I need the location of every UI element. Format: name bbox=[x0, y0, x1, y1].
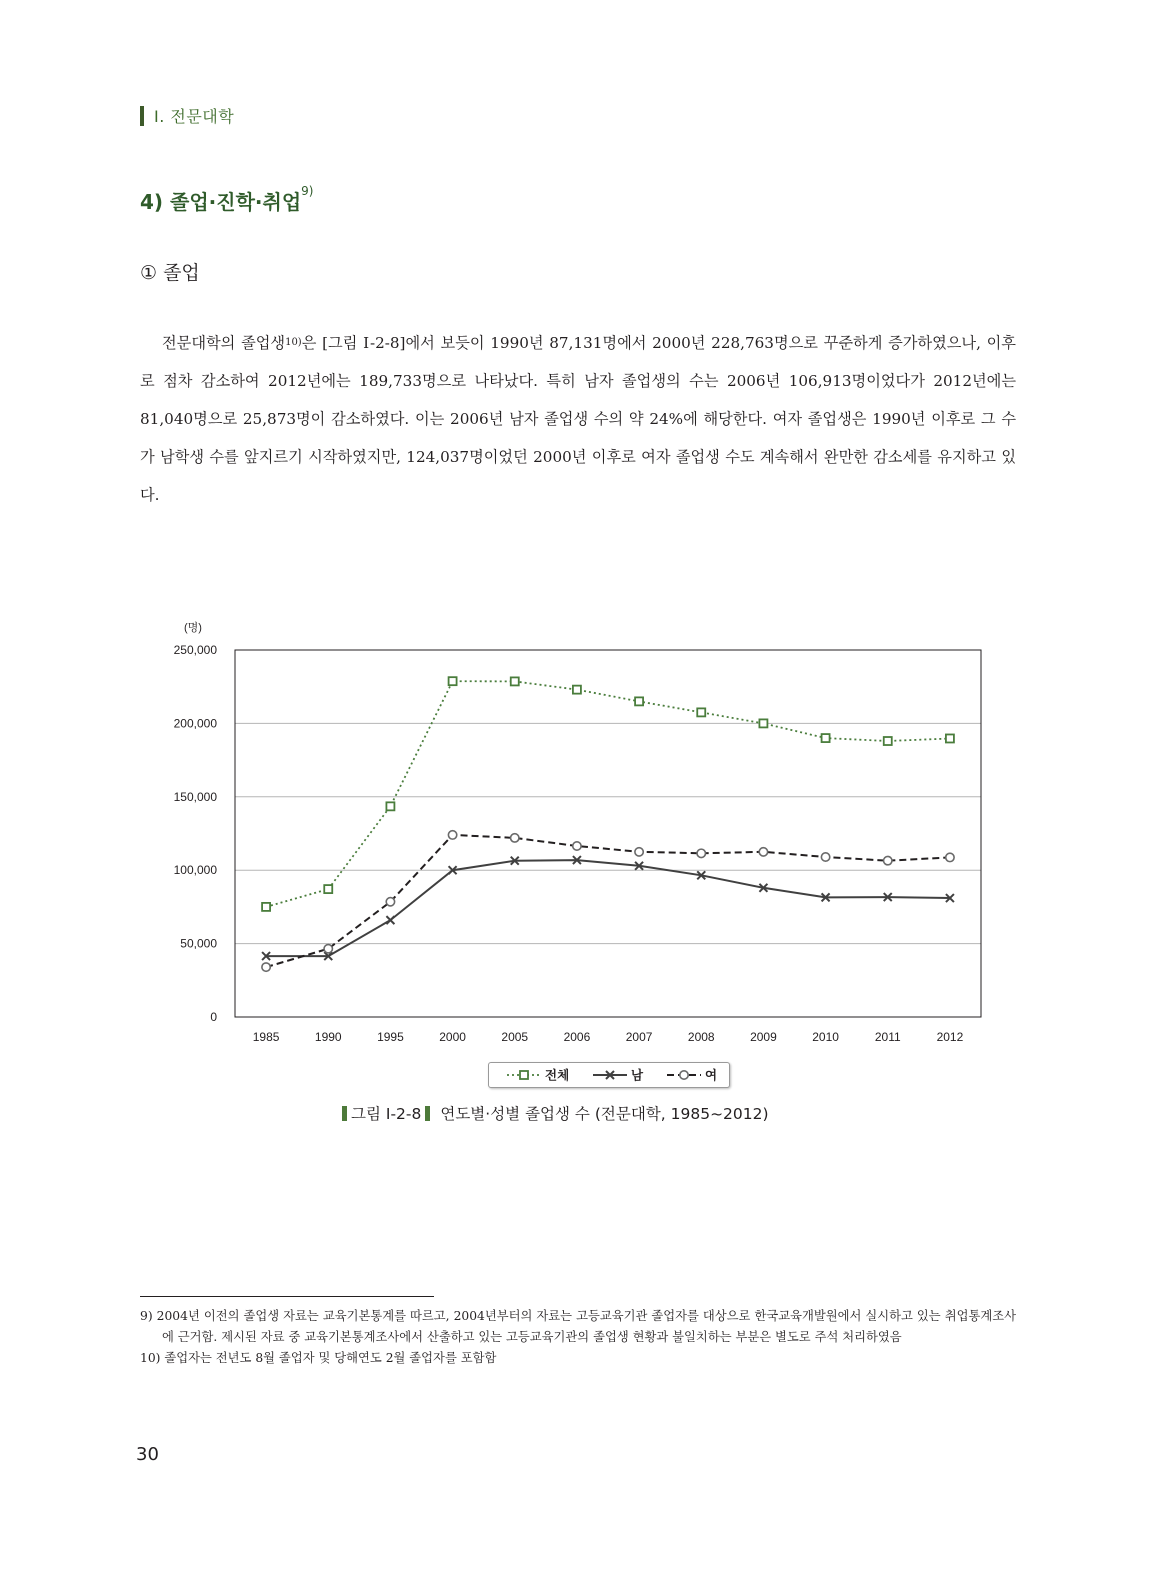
data-point-전체 bbox=[946, 734, 954, 742]
data-point-여 bbox=[821, 853, 829, 861]
x-tick-label: 2009 bbox=[750, 1030, 777, 1044]
header-text: Ⅰ. 전문대학 bbox=[154, 107, 235, 126]
subsection-title: ① 졸업 bbox=[140, 262, 200, 284]
legend-label-전체: 전체 bbox=[545, 1067, 570, 1083]
data-point-전체 bbox=[759, 719, 767, 727]
footnote-ref-9[interactable]: 9) bbox=[301, 184, 314, 198]
x-tick-label: 2010 bbox=[812, 1030, 839, 1044]
chart-legend bbox=[488, 1062, 730, 1088]
x-tick-label: 2000 bbox=[439, 1030, 466, 1044]
data-point-전체 bbox=[262, 903, 270, 911]
y-tick-label: 250,000 bbox=[173, 643, 217, 657]
data-point-여 bbox=[324, 945, 332, 953]
x-tick-label: 2006 bbox=[563, 1030, 591, 1044]
data-point-여 bbox=[262, 963, 270, 971]
data-point-전체 bbox=[635, 697, 643, 705]
paragraph-part1: 전문대학의 졸업생 bbox=[162, 334, 286, 352]
y-tick-label: 200,000 bbox=[173, 716, 217, 731]
footnote-9: 9) 2004년 이전의 졸업생 자료는 교육기본통계를 따르고, 2004년부터의 자료는 고등교육기관 졸업자를 대상으로 한국교육개발원에서 실시하고 있는 취업통계조사에 근거함. 제시된 자료 중 교육기본통계조사에서 산출하고 있는 고등교육기관의 졸업생 현황과 불일치하는 부분은 별도로 주석 처리하였음 bbox=[140, 1309, 1016, 1344]
data-point-전체 bbox=[697, 708, 705, 716]
data-point-여 bbox=[635, 848, 643, 856]
data-point-전체 bbox=[511, 677, 519, 685]
data-point-전체 bbox=[822, 734, 830, 742]
caption-title: 연도별·성별 졸업생 수 (전문대학, 1985~2012) bbox=[440, 1105, 769, 1123]
x-tick-label: 2012 bbox=[936, 1030, 964, 1044]
legend-label-남: 남 bbox=[631, 1067, 644, 1083]
data-point-여 bbox=[697, 849, 705, 857]
data-point-전체 bbox=[573, 686, 581, 694]
axis-layer bbox=[174, 620, 981, 1044]
footnote-10: 10) 졸업자는 전년도 8월 졸업자 및 당해연도 2월 졸업자를 포함함 bbox=[140, 1351, 497, 1365]
caption-mark-right bbox=[425, 1106, 430, 1121]
page-number: 30 bbox=[136, 1444, 159, 1465]
caption-label: 그림 Ⅰ-2-8 bbox=[351, 1105, 422, 1123]
legend-label-여: 여 bbox=[705, 1067, 718, 1083]
data-point-여 bbox=[884, 856, 892, 864]
x-tick-label: 1990 bbox=[314, 1030, 342, 1044]
header-bar bbox=[140, 106, 144, 126]
data-point-여 bbox=[759, 848, 767, 856]
section-title bbox=[140, 186, 313, 215]
data-point-전체 bbox=[386, 802, 394, 810]
body-paragraph bbox=[140, 324, 1016, 514]
y-tick-label: 0 bbox=[210, 1010, 217, 1024]
line-chart bbox=[150, 610, 990, 1050]
data-point-여 bbox=[386, 898, 394, 906]
series-line-전체 bbox=[266, 681, 950, 907]
data-point-전체 bbox=[449, 677, 457, 685]
x-tick-label: 2005 bbox=[501, 1030, 529, 1044]
data-point-여 bbox=[448, 831, 456, 839]
series-line-남 bbox=[266, 860, 950, 956]
section-title-text: 4) 졸업·진학·취업 bbox=[140, 190, 302, 214]
figure-caption bbox=[342, 1102, 769, 1124]
data-point-전체 bbox=[884, 737, 892, 745]
plot-frame bbox=[235, 650, 981, 1017]
data-point-남 bbox=[386, 916, 394, 924]
legend-marker-전체 bbox=[520, 1071, 528, 1079]
series-line-여 bbox=[266, 835, 950, 967]
caption-mark-left bbox=[342, 1106, 347, 1121]
data-point-여 bbox=[946, 853, 954, 861]
legend-marker-여 bbox=[680, 1071, 688, 1079]
x-tick-label: 1995 bbox=[377, 1030, 404, 1044]
x-tick-label: 1985 bbox=[252, 1030, 280, 1044]
data-point-여 bbox=[573, 842, 581, 850]
running-header bbox=[140, 104, 234, 127]
y-axis-unit: (명) bbox=[184, 622, 202, 634]
series-layer bbox=[262, 677, 954, 971]
x-tick-label: 2008 bbox=[687, 1030, 715, 1044]
data-point-전체 bbox=[324, 885, 332, 893]
x-tick-label: 2007 bbox=[625, 1030, 653, 1044]
footnote-divider bbox=[140, 1296, 434, 1297]
y-tick-label: 150,000 bbox=[173, 789, 217, 804]
data-point-여 bbox=[511, 834, 519, 842]
x-tick-label: 2011 bbox=[874, 1030, 901, 1044]
grid-layer bbox=[235, 723, 981, 943]
y-tick-label: 50,000 bbox=[180, 936, 217, 951]
paragraph-part2: 은 [그림 Ⅰ-2-8]에서 보듯이 1990년 87,131명에서 2000년 228,763명으로 꾸준하게 증가하였으나, 이후로 점차 감소하여 2012년에는 189,733명으로 나타났다. 특히 남자 졸업생의 수는 2006년 106,913명이었다가 2012년에는 81,040명으로 25,873명이 감소하였다. 이는 2006년 남자 졸업생 수의 약 24%에 해당한다. 여자 졸업생은 1990년 이후로 그 수가 남학생 수를 앞지르기 시작하였지만, 124,037명이었던 2000년 이후로 여자 졸업생 수도 계속해서 완만한 감소세를 유지하고 있다. bbox=[140, 334, 1016, 504]
y-tick-label: 100,000 bbox=[173, 863, 217, 878]
footnote-ref-10[interactable]: 10) bbox=[285, 337, 302, 348]
footnotes bbox=[140, 1306, 1016, 1369]
